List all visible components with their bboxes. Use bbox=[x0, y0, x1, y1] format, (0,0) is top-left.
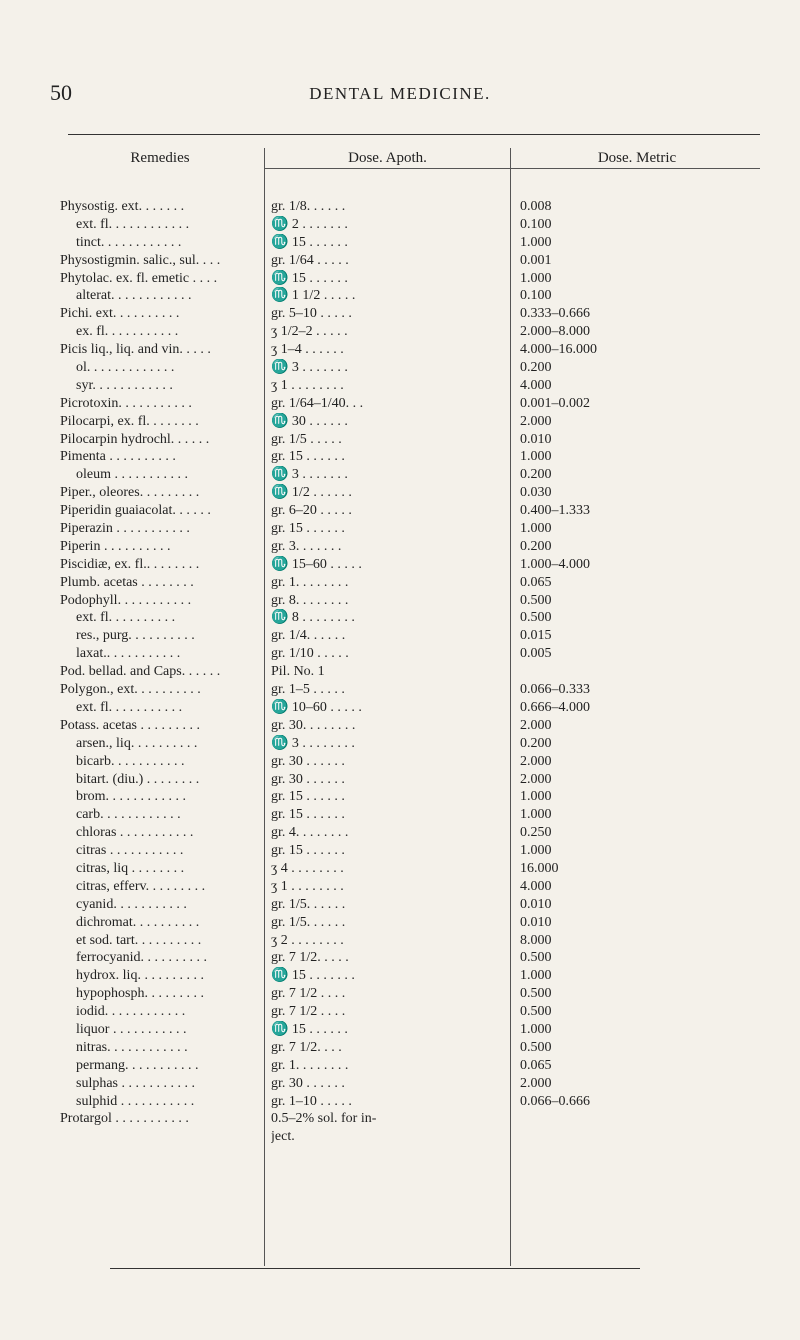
dose-apoth-cell: gr. 1/5 . . . . . bbox=[271, 431, 342, 447]
dose-apoth-cell: ♏ 2 . . . . . . . bbox=[271, 216, 348, 232]
dose-apoth-cell: gr. 7 1/2 . . . . bbox=[271, 1004, 346, 1020]
dose-metric-cell: 0.010 bbox=[520, 431, 552, 447]
table-row bbox=[0, 466, 800, 484]
table-row bbox=[0, 824, 800, 842]
dose-metric-cell: 1.000 bbox=[520, 968, 552, 984]
dose-metric-cell: 0.333–0.666 bbox=[520, 306, 590, 322]
remedy-cell: Potass. acetas . . . . . . . . . bbox=[60, 717, 200, 733]
dose-apoth-cell: gr. 15 . . . . . . bbox=[271, 789, 345, 805]
dose-metric-cell: 2.000 bbox=[520, 413, 552, 429]
dose-apoth-cell: ♏ 15 . . . . . . bbox=[271, 234, 348, 250]
remedy-cell: chloras . . . . . . . . . . . bbox=[76, 825, 194, 841]
remedy-cell: oleum . . . . . . . . . . . bbox=[76, 467, 188, 483]
table-row bbox=[0, 896, 800, 914]
remedy-cell: ex. fl. . . . . . . . . . . bbox=[76, 324, 179, 340]
table-row bbox=[0, 448, 800, 466]
table-row bbox=[0, 753, 800, 771]
table-row bbox=[0, 788, 800, 806]
table-row bbox=[0, 287, 800, 305]
remedy-cell: hydrox. liq. . . . . . . . . . bbox=[76, 968, 204, 984]
dose-apoth-cell: gr. 15 . . . . . . bbox=[271, 807, 345, 823]
remedy-cell: ext. fl. . . . . . . . . . . bbox=[76, 699, 183, 715]
dose-apoth-cell: ♏ 15 . . . . . . . bbox=[271, 968, 355, 984]
dose-apoth-cell: gr. 8. . . . . . . . bbox=[271, 592, 349, 608]
dose-apoth-cell: ʒ 2 . . . . . . . . bbox=[271, 932, 344, 948]
dose-metric-cell: 1.000 bbox=[520, 521, 552, 537]
remedy-cell: Podophyll. . . . . . . . . . . bbox=[60, 592, 192, 608]
remedy-cell: Pimenta . . . . . . . . . . bbox=[60, 449, 176, 465]
remedy-cell: Protargol . . . . . . . . . . . bbox=[60, 1111, 189, 1127]
column-header-dose-apoth: Dose. Apoth. bbox=[348, 150, 427, 166]
dose-apoth-cell: ♏ 8 . . . . . . . . bbox=[271, 610, 355, 626]
table-row bbox=[0, 735, 800, 753]
remedy-cell: permang. . . . . . . . . . . bbox=[76, 1057, 199, 1073]
table-row bbox=[0, 878, 800, 896]
dose-metric-cell: 0.500 bbox=[520, 950, 552, 966]
remedy-cell: carb. . . . . . . . . . . . bbox=[76, 807, 181, 823]
dose-apoth-cell: ♏ 10–60 . . . . . bbox=[271, 699, 362, 715]
dose-apoth-cell: ʒ 1/2–2 . . . . . bbox=[271, 324, 348, 340]
remedy-cell: Physostig. ext. . . . . . . bbox=[60, 199, 185, 214]
remedy-cell: citras, liq . . . . . . . . bbox=[76, 860, 185, 876]
dose-apoth-cell: ♏ 15 . . . . . . bbox=[271, 1021, 348, 1037]
remedy-cell: Phytolac. ex. fl. emetic . . . . bbox=[60, 270, 218, 286]
remedy-cell: citras . . . . . . . . . . . bbox=[76, 843, 184, 859]
dose-metric-cell: 0.005 bbox=[520, 646, 552, 662]
dose-apoth-cell: gr. 1–5 . . . . . bbox=[271, 682, 345, 698]
dose-metric-cell: 0.200 bbox=[520, 360, 552, 376]
remedy-cell: Plumb. acetas . . . . . . . . bbox=[60, 574, 194, 590]
remedy-cell: dichromat. . . . . . . . . . bbox=[76, 914, 200, 930]
table-row bbox=[0, 413, 800, 431]
table-row bbox=[0, 305, 800, 323]
dose-metric-cell: 0.200 bbox=[520, 735, 552, 751]
dose-metric-cell: 4.000 bbox=[520, 878, 552, 894]
table-row bbox=[0, 216, 800, 234]
dose-metric-cell: 0.100 bbox=[520, 216, 552, 232]
dose-apoth-cell: gr. 1/8. . . . . . bbox=[271, 199, 346, 214]
dose-metric-cell: 4.000–16.000 bbox=[520, 342, 597, 358]
dose-metric-cell: 1.000 bbox=[520, 449, 552, 465]
remedy-cell: hypophosph. . . . . . . . . bbox=[76, 986, 204, 1002]
table-row bbox=[0, 1093, 800, 1111]
remedy-cell: cyanid. . . . . . . . . . . bbox=[76, 896, 187, 912]
remedy-cell: Pilocarpi, ex. fl. . . . . . . . bbox=[60, 413, 199, 429]
dose-metric-cell: 1.000 bbox=[520, 1021, 552, 1037]
page-header bbox=[0, 80, 800, 110]
remedy-cell: syr. . . . . . . . . . . . bbox=[76, 377, 173, 393]
remedy-cell: tinct. . . . . . . . . . . . bbox=[76, 234, 182, 250]
table-row bbox=[0, 699, 800, 717]
dose-metric-cell: 0.030 bbox=[520, 485, 552, 501]
dose-apoth-cell: ♏ 3 . . . . . . . bbox=[271, 360, 348, 376]
table-row bbox=[0, 520, 800, 538]
dose-metric-cell: 1.000 bbox=[520, 843, 552, 859]
dose-apoth-cell: ♏ 30 . . . . . . bbox=[271, 413, 348, 429]
dose-metric-cell: 0.065 bbox=[520, 574, 552, 590]
dose-apoth-cell: gr. 1. . . . . . . . bbox=[271, 574, 349, 590]
dose-apoth-cell: 0.5–2% sol. for in- bbox=[271, 1111, 377, 1127]
remedy-cell: brom. . . . . . . . . . . . bbox=[76, 789, 187, 805]
dose-metric-cell: 0.015 bbox=[520, 628, 552, 644]
dose-metric-cell: 0.500 bbox=[520, 986, 552, 1002]
table-row bbox=[0, 1128, 800, 1146]
table-row bbox=[0, 914, 800, 932]
dose-metric-cell: 1.000 bbox=[520, 270, 552, 286]
table-row bbox=[0, 323, 800, 341]
table-row bbox=[0, 341, 800, 359]
table-top-rule bbox=[68, 134, 760, 135]
header-rule bbox=[265, 168, 760, 169]
table-row bbox=[0, 592, 800, 610]
remedy-cell: bitart. (diu.) . . . . . . . . bbox=[76, 771, 200, 787]
table-row bbox=[0, 270, 800, 288]
dose-apoth-cell: ʒ 1 . . . . . . . . bbox=[271, 377, 344, 393]
dose-apoth-cell: gr. 1/64–1/40. . . bbox=[271, 395, 364, 411]
dose-metric-cell: 1.000 bbox=[520, 789, 552, 805]
table-row bbox=[0, 681, 800, 699]
remedy-cell: ext. fl. . . . . . . . . . . . bbox=[76, 216, 190, 232]
dose-metric-cell: 0.200 bbox=[520, 467, 552, 483]
table-row bbox=[0, 556, 800, 574]
table-row bbox=[0, 574, 800, 592]
table-body bbox=[0, 198, 800, 1146]
remedy-cell: sulphid . . . . . . . . . . . bbox=[76, 1093, 195, 1109]
table-row bbox=[0, 252, 800, 270]
dose-metric-cell: 2.000 bbox=[520, 771, 552, 787]
page-number: 50 bbox=[50, 80, 72, 105]
table-row bbox=[0, 198, 800, 216]
dose-metric-cell: 0.066–0.333 bbox=[520, 682, 590, 698]
dose-apoth-cell: gr. 30 . . . . . . bbox=[271, 753, 345, 769]
dose-apoth-cell: ♏ 1 1/2 . . . . . bbox=[271, 288, 356, 304]
dose-metric-cell: 0.066–0.666 bbox=[520, 1093, 590, 1109]
remedy-cell: res., purg. . . . . . . . . . bbox=[76, 628, 195, 644]
dose-metric-cell: 0.100 bbox=[520, 288, 552, 304]
dose-apoth-cell: Pil. No. 1 bbox=[271, 664, 325, 680]
dose-apoth-cell: gr. 15 . . . . . . bbox=[271, 843, 345, 859]
dose-apoth-cell: gr. 1/10 . . . . . bbox=[271, 646, 349, 662]
dose-apoth-cell: gr. 1. . . . . . . . bbox=[271, 1057, 349, 1073]
remedy-cell: arsen., liq. . . . . . . . . . bbox=[76, 735, 198, 751]
dose-apoth-cell: ♏ 3 . . . . . . . . bbox=[271, 735, 355, 751]
dose-apoth-cell: gr. 7 1/2. . . . bbox=[271, 1039, 342, 1055]
dose-metric-cell: 0.001 bbox=[520, 252, 552, 268]
table-row bbox=[0, 431, 800, 449]
dose-apoth-cell: gr. 7 1/2 . . . . bbox=[271, 986, 346, 1002]
dose-apoth-cell: gr. 15 . . . . . . bbox=[271, 521, 345, 537]
dose-apoth-cell: ʒ 1 . . . . . . . . bbox=[271, 878, 344, 894]
dose-metric-cell: 0.010 bbox=[520, 914, 552, 930]
dose-apoth-cell: gr. 1/64 . . . . . bbox=[271, 252, 349, 268]
dose-apoth-cell: ♏ 15–60 . . . . . bbox=[271, 556, 362, 572]
dose-apoth-cell: ♏ 15 . . . . . . bbox=[271, 270, 348, 286]
table-row bbox=[0, 1039, 800, 1057]
remedy-cell: alterat. . . . . . . . . . . . bbox=[76, 288, 192, 304]
table-row bbox=[0, 842, 800, 860]
dose-metric-cell: 0.001–0.002 bbox=[520, 395, 590, 411]
dose-apoth-cell: ʒ 1–4 . . . . . . bbox=[271, 342, 344, 358]
table-row bbox=[0, 806, 800, 824]
table-bottom-rule bbox=[110, 1268, 640, 1269]
table-row bbox=[0, 985, 800, 1003]
dose-apoth-cell: ♏ 1/2 . . . . . . bbox=[271, 485, 352, 501]
dose-apoth-cell: gr. 1/5. . . . . . bbox=[271, 896, 346, 912]
remedy-cell: Pod. bellad. and Caps. . . . . . bbox=[60, 664, 221, 680]
table-row bbox=[0, 1003, 800, 1021]
table-row bbox=[0, 234, 800, 252]
dose-metric-cell: 1.000 bbox=[520, 807, 552, 823]
dose-apoth-cell: gr. 6–20 . . . . . bbox=[271, 503, 352, 519]
remedy-cell: sulphas . . . . . . . . . . . bbox=[76, 1075, 195, 1091]
dose-apoth-cell: ʒ 4 . . . . . . . . bbox=[271, 860, 344, 876]
dose-metric-cell: 0.065 bbox=[520, 1057, 552, 1073]
dose-apoth-cell: gr. 7 1/2. . . . . bbox=[271, 950, 349, 966]
dose-metric-cell: 0.400–1.333 bbox=[520, 503, 590, 519]
dose-metric-cell: 0.008 bbox=[520, 199, 552, 214]
table-row bbox=[0, 502, 800, 520]
remedy-cell: Pilocarpin hydrochl. . . . . . bbox=[60, 431, 210, 447]
remedy-cell: laxat.. . . . . . . . . . . bbox=[76, 646, 181, 662]
remedy-cell: Piscidiæ, ex. fl.. . . . . . . . bbox=[60, 556, 200, 572]
remedy-cell: et sod. tart. . . . . . . . . . bbox=[76, 932, 202, 948]
dose-apoth-cell: gr. 5–10 . . . . . bbox=[271, 306, 352, 322]
dose-metric-cell: 0.500 bbox=[520, 1039, 552, 1055]
dose-apoth-cell: gr. 1/5. . . . . . bbox=[271, 914, 346, 930]
table-row bbox=[0, 395, 800, 413]
dose-metric-cell: 0.666–4.000 bbox=[520, 699, 590, 715]
remedy-cell: Piperin . . . . . . . . . . bbox=[60, 538, 171, 554]
dose-metric-cell: 0.250 bbox=[520, 825, 552, 841]
remedy-cell: Piper., oleores. . . . . . . . . bbox=[60, 485, 200, 501]
table-row bbox=[0, 359, 800, 377]
dose-metric-cell: 1.000 bbox=[520, 234, 552, 250]
table-row bbox=[0, 1075, 800, 1093]
dose-metric-cell: 1.000–4.000 bbox=[520, 556, 590, 572]
remedy-cell: Polygon., ext. . . . . . . . . . bbox=[60, 682, 201, 698]
table-row bbox=[0, 1057, 800, 1075]
remedy-cell: citras, efferv. . . . . . . . . bbox=[76, 878, 206, 894]
dose-apoth-cell: gr. 15 . . . . . . bbox=[271, 449, 345, 465]
table-row bbox=[0, 663, 800, 681]
dose-metric-cell: 4.000 bbox=[520, 377, 552, 393]
remedy-cell: iodid. . . . . . . . . . . . bbox=[76, 1004, 186, 1020]
dose-metric-cell: 0.500 bbox=[520, 610, 552, 626]
dose-apoth-cell: gr. 30. . . . . . . . bbox=[271, 717, 356, 733]
dose-apoth-cell: ject. bbox=[271, 1129, 295, 1145]
dose-metric-cell: 0.500 bbox=[520, 592, 552, 608]
remedy-cell: Pichi. ext. . . . . . . . . . bbox=[60, 306, 180, 322]
remedy-cell: Piperidin guaiacolat. . . . . . bbox=[60, 503, 211, 519]
column-header-remedies: Remedies bbox=[130, 150, 190, 166]
dose-metric-cell: 2.000 bbox=[520, 753, 552, 769]
remedy-cell: ol. . . . . . . . . . . . . bbox=[76, 360, 175, 376]
table-row bbox=[0, 538, 800, 556]
column-header-dose-metric: Dose. Metric bbox=[597, 150, 677, 166]
table-row bbox=[0, 484, 800, 502]
dose-metric-cell: 0.010 bbox=[520, 896, 552, 912]
remedy-cell: ferrocyanid. . . . . . . . . . bbox=[76, 950, 208, 966]
table-row bbox=[0, 932, 800, 950]
dose-apoth-cell: gr. 30 . . . . . . bbox=[271, 771, 345, 787]
dose-metric-cell: 0.500 bbox=[520, 1004, 552, 1020]
remedy-cell: Piperazin . . . . . . . . . . . bbox=[60, 521, 190, 537]
remedy-cell: nitras. . . . . . . . . . . . bbox=[76, 1039, 188, 1055]
dose-metric-cell: 8.000 bbox=[520, 932, 552, 948]
table-row bbox=[0, 949, 800, 967]
table-row bbox=[0, 717, 800, 735]
table-row bbox=[0, 771, 800, 789]
table-row bbox=[0, 1021, 800, 1039]
table-row bbox=[0, 967, 800, 985]
remedy-cell: Picrotoxin. . . . . . . . . . . bbox=[60, 395, 192, 411]
table-row bbox=[0, 1110, 800, 1128]
dose-apoth-cell: gr. 30 . . . . . . bbox=[271, 1075, 345, 1091]
dose-apoth-cell: gr. 4. . . . . . . . bbox=[271, 825, 349, 841]
table-row bbox=[0, 645, 800, 663]
dose-apoth-cell: gr. 1–10 . . . . . bbox=[271, 1093, 352, 1109]
remedy-cell: Picis liq., liq. and vin. . . . . bbox=[60, 342, 211, 358]
dose-apoth-cell: ♏ 3 . . . . . . . bbox=[271, 467, 348, 483]
running-head: DENTAL MEDICINE. bbox=[309, 84, 491, 103]
table-row bbox=[0, 627, 800, 645]
table-row bbox=[0, 377, 800, 395]
dose-metric-cell: 16.000 bbox=[520, 860, 559, 876]
dose-apoth-cell: gr. 3. . . . . . . bbox=[271, 538, 342, 554]
table-row bbox=[0, 860, 800, 878]
remedy-cell: Physostigmin. salic., sul. . . . bbox=[60, 252, 221, 268]
table-row bbox=[0, 609, 800, 627]
remedy-cell: bicarb. . . . . . . . . . . bbox=[76, 753, 185, 769]
dose-metric-cell: 2.000 bbox=[520, 717, 552, 733]
remedy-cell: ext. fl. . . . . . . . . . bbox=[76, 610, 176, 626]
dose-apoth-cell: gr. 1/4. . . . . . bbox=[271, 628, 346, 644]
dose-metric-cell: 2.000–8.000 bbox=[520, 324, 590, 340]
dose-metric-cell: 0.200 bbox=[520, 538, 552, 554]
remedy-cell: liquor . . . . . . . . . . . bbox=[76, 1021, 187, 1037]
dose-metric-cell: 2.000 bbox=[520, 1075, 552, 1091]
